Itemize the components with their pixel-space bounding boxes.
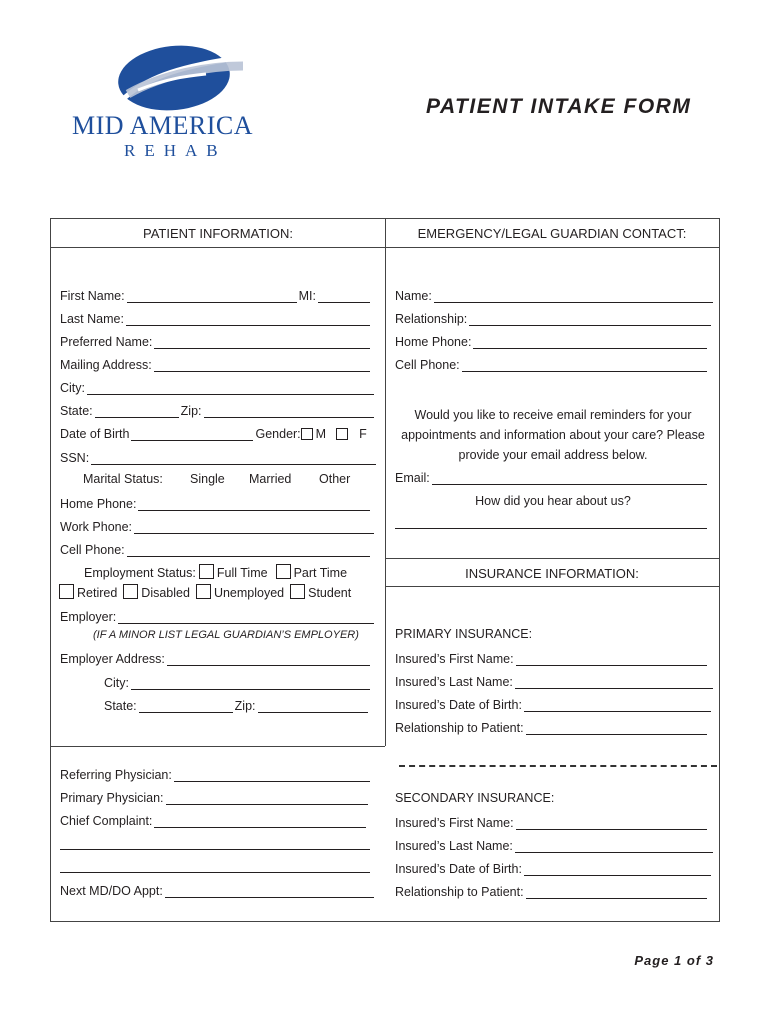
contact-name-field[interactable]: [434, 292, 713, 303]
cell-phone-label: Cell Phone:: [60, 543, 125, 557]
full-time-label: Full Time: [216, 566, 268, 580]
brand-name: MID AMERICA: [72, 111, 254, 140]
dob-field[interactable]: [131, 430, 253, 441]
employer-state-zip-row: [104, 697, 368, 713]
mailing-address-label: Mailing Address:: [60, 358, 152, 372]
page-number: Page 1 of 3: [634, 953, 714, 968]
city-row: [60, 379, 374, 395]
city-label: City:: [60, 381, 85, 395]
contact-home-phone-field[interactable]: [473, 338, 707, 349]
marital-other-option[interactable]: Other: [319, 472, 351, 486]
unemployed-label: Unemployed: [213, 586, 285, 600]
header-divider: [51, 247, 719, 248]
contact-relationship-field[interactable]: [469, 315, 711, 326]
chief-complaint-line-3[interactable]: [60, 872, 370, 873]
secondary-insurance-heading: SECONDARY INSURANCE:: [395, 791, 555, 805]
employer-address-label: Employer Address:: [60, 652, 165, 666]
gender-m-checkbox[interactable]: [301, 428, 313, 440]
employment-status-label: Employment Status:: [84, 566, 196, 580]
marital-status-label: Marital Status:: [83, 472, 163, 486]
marital-single-option[interactable]: Single: [190, 472, 225, 486]
last-name-field[interactable]: [126, 315, 370, 326]
primary-insured-first-label: Insured’s First Name:: [395, 652, 514, 666]
secondary-relationship-label: Relationship to Patient:: [395, 885, 524, 899]
employer-field[interactable]: [118, 613, 374, 624]
disabled-checkbox[interactable]: [123, 584, 138, 599]
employer-state-label: State:: [104, 699, 137, 713]
contact-cell-phone-field[interactable]: [462, 361, 707, 372]
chief-complaint-row: [60, 812, 366, 828]
secondary-insured-first-label: Insured’s First Name:: [395, 816, 514, 830]
insurance-dashed-divider: [399, 765, 717, 767]
hear-about-field[interactable]: [395, 528, 707, 529]
next-appt-field[interactable]: [165, 887, 374, 898]
contact-name-row: [395, 287, 713, 303]
secondary-insured-first-field[interactable]: [516, 819, 707, 830]
employment-status-row: [84, 564, 374, 580]
primary-relationship-label: Relationship to Patient:: [395, 721, 524, 735]
page-title: PATIENT INTAKE FORM: [426, 95, 692, 118]
marital-married-option[interactable]: Married: [249, 472, 292, 486]
dob-label: Date of Birth: [60, 427, 130, 441]
primary-insurance-heading: PRIMARY INSURANCE:: [395, 627, 533, 641]
primary-insured-dob-row: [395, 696, 711, 712]
state-zip-row: [60, 402, 374, 418]
email-row: [395, 469, 707, 485]
contact-home-phone-row: [395, 333, 707, 349]
primary-insured-last-row: [395, 673, 713, 689]
primary-physician-field[interactable]: [166, 794, 369, 805]
retired-checkbox[interactable]: [59, 584, 74, 599]
retired-label: Retired: [77, 586, 118, 600]
secondary-insured-dob-field[interactable]: [524, 865, 711, 876]
disabled-label: Disabled: [141, 586, 190, 600]
work-phone-row: [60, 518, 374, 534]
last-name-row: [60, 310, 370, 326]
secondary-relationship-field[interactable]: [526, 888, 707, 899]
ssn-field[interactable]: [91, 454, 376, 465]
referring-physician-row: [60, 766, 370, 782]
secondary-insured-first-row: [395, 814, 707, 830]
employer-zip-field[interactable]: [258, 702, 368, 713]
student-label: Student: [308, 586, 352, 600]
chief-complaint-label: Chief Complaint:: [60, 814, 153, 828]
employer-address-row: [60, 650, 370, 666]
contact-cell-phone-row: [395, 356, 707, 372]
primary-relationship-row: [395, 719, 707, 735]
secondary-insured-last-row: [395, 837, 713, 853]
student-checkbox[interactable]: [290, 584, 305, 599]
home-phone-row: [60, 495, 370, 511]
state-field[interactable]: [95, 407, 179, 418]
last-name-label: Last Name:: [60, 312, 124, 326]
zip-label: Zip:: [180, 404, 202, 418]
primary-physician-row: [60, 789, 368, 805]
cell-phone-row: [60, 541, 370, 557]
first-name-label: First Name:: [60, 289, 125, 303]
part-time-checkbox[interactable]: [276, 564, 291, 579]
employer-city-field[interactable]: [131, 679, 370, 690]
state-label: State:: [60, 404, 93, 418]
zip-field[interactable]: [204, 407, 374, 418]
ssn-row: [60, 449, 376, 465]
dob-gender-row: [60, 425, 374, 441]
employer-row: [60, 608, 374, 624]
secondary-relationship-row: [395, 883, 707, 899]
chief-complaint-field[interactable]: [154, 817, 366, 828]
city-field[interactable]: [87, 384, 374, 395]
employer-city-label: City:: [104, 676, 129, 690]
gender-label: Gender:: [255, 427, 301, 441]
work-phone-label: Work Phone:: [60, 520, 133, 534]
referring-physician-field[interactable]: [174, 771, 370, 782]
gender-m-label: M: [315, 427, 327, 441]
insurance-info-heading: INSURANCE INFORMATION:: [465, 566, 639, 581]
physician-divider: [51, 746, 385, 747]
primary-insured-first-row: [395, 650, 707, 666]
first-name-row: [60, 287, 370, 303]
email-reminder-question: Would you like to receive email reminders for your appointments and information about your care? Please provide your email address below.: [401, 408, 705, 462]
full-time-checkbox[interactable]: [199, 564, 214, 579]
work-phone-field[interactable]: [134, 523, 374, 534]
primary-insured-last-label: Insured’s Last Name:: [395, 675, 513, 689]
primary-insured-dob-field[interactable]: [524, 701, 711, 712]
chief-complaint-line-2[interactable]: [60, 849, 370, 850]
secondary-insured-last-label: Insured’s Last Name:: [395, 839, 513, 853]
preferred-name-row: [60, 333, 370, 349]
home-phone-field[interactable]: [138, 500, 370, 511]
primary-insured-last-field[interactable]: [515, 678, 713, 689]
next-appt-label: Next MD/DO Appt:: [60, 884, 163, 898]
emergency-contact-heading: EMERGENCY/LEGAL GUARDIAN CONTACT:: [417, 226, 687, 241]
contact-name-label: Name:: [395, 289, 432, 303]
mailing-address-field[interactable]: [154, 361, 370, 372]
primary-insured-first-field[interactable]: [516, 655, 707, 666]
email-label: Email:: [395, 471, 430, 485]
primary-relationship-field[interactable]: [526, 724, 707, 735]
unemployed-checkbox[interactable]: [196, 584, 211, 599]
employment-status-row-2: [59, 584, 379, 600]
contact-relationship-row: [395, 310, 711, 326]
patient-info-heading: PATIENT INFORMATION:: [143, 226, 293, 241]
cell-phone-field[interactable]: [127, 546, 370, 557]
email-field[interactable]: [432, 474, 707, 485]
mi-label: MI:: [298, 289, 316, 303]
insurance-top-divider: [385, 558, 719, 559]
secondary-insured-dob-label: Insured’s Date of Birth:: [395, 862, 522, 876]
employer-state-field[interactable]: [139, 702, 233, 713]
next-appt-row: [60, 882, 374, 898]
mailing-address-row: [60, 356, 370, 372]
contact-relationship-label: Relationship:: [395, 312, 468, 326]
primary-physician-label: Primary Physician:: [60, 791, 164, 805]
primary-insured-dob-label: Insured’s Date of Birth:: [395, 698, 522, 712]
employer-city-row: [104, 674, 370, 690]
hear-about-question: How did you hear about us?: [475, 494, 631, 508]
secondary-insured-last-field[interactable]: [515, 842, 713, 853]
column-divider: [385, 219, 386, 746]
employer-zip-label: Zip:: [234, 699, 256, 713]
first-name-field[interactable]: [127, 292, 297, 303]
secondary-insured-dob-row: [395, 860, 711, 876]
contact-cell-phone-label: Cell Phone:: [395, 358, 460, 372]
mi-field[interactable]: [318, 292, 370, 303]
ssn-label: SSN:: [60, 451, 90, 465]
minor-guardian-note: (IF A MINOR LIST LEGAL GUARDIAN’S EMPLOYER): [93, 629, 359, 641]
preferred-name-field[interactable]: [154, 338, 370, 349]
home-phone-label: Home Phone:: [60, 497, 137, 511]
gender-f-checkbox[interactable]: [336, 428, 348, 440]
brand-subname: REHAB: [124, 141, 227, 160]
part-time-label: Part Time: [293, 566, 348, 580]
gender-f-label: F: [359, 427, 367, 441]
referring-physician-label: Referring Physician:: [60, 768, 172, 782]
preferred-name-label: Preferred Name:: [60, 335, 153, 349]
employer-label: Employer:: [60, 610, 117, 624]
employer-address-field[interactable]: [167, 655, 370, 666]
contact-home-phone-label: Home Phone:: [395, 335, 472, 349]
insurance-header-divider: [385, 586, 719, 587]
